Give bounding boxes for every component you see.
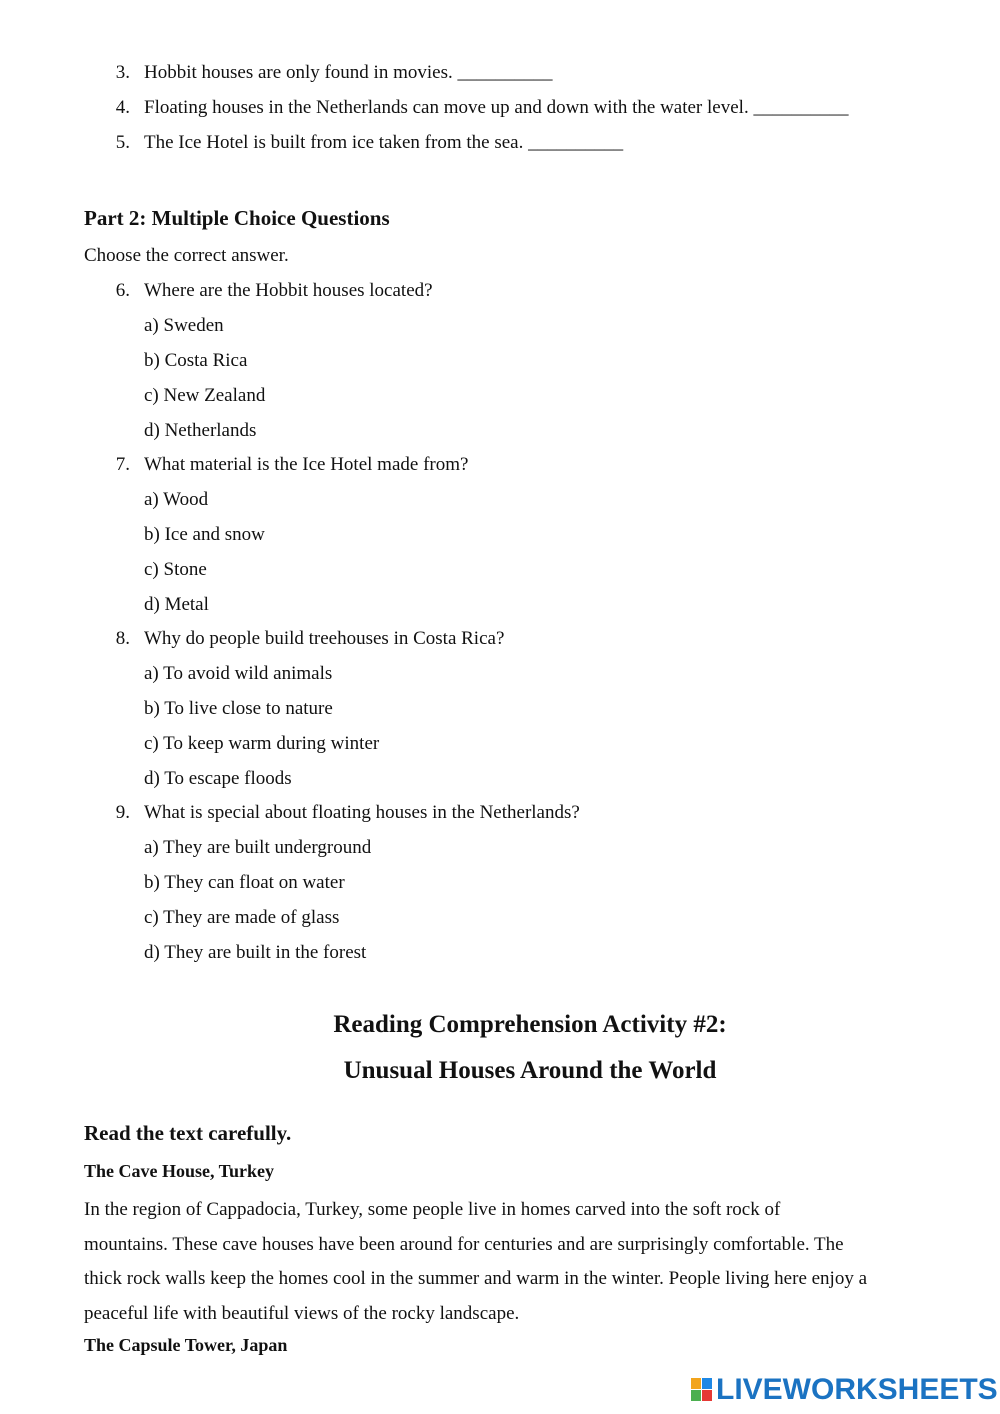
statement-text: Hobbit houses are only found in movies. __________	[144, 62, 553, 83]
logo-icon	[691, 1378, 713, 1402]
read-instruction: Read the text carefully.	[84, 1121, 292, 1145]
answer-option[interactable]: b) Ice and snow	[144, 524, 265, 545]
answer-option[interactable]: b) They can float on water	[144, 872, 345, 893]
answer-option[interactable]: a) They are built underground	[144, 837, 372, 858]
answer-option[interactable]: c) New Zealand	[144, 385, 266, 406]
answer-option[interactable]: c) To keep warm during winter	[144, 733, 380, 754]
section-heading: The Capsule Tower, Japan	[84, 1335, 288, 1355]
paragraph-line: thick rock walls keep the homes cool in the summer and warm in the winter. People living here enjoy a	[84, 1268, 868, 1290]
answer-option[interactable]: d) Metal	[144, 594, 209, 615]
question-number: 9.	[115, 802, 130, 823]
section-heading: The Cave House, Turkey	[84, 1161, 275, 1181]
question-number: 6.	[115, 280, 130, 301]
paragraph-line: In the region of Cappadocia, Turkey, some people live in homes carved into the soft rock of	[84, 1199, 781, 1220]
answer-option[interactable]: a) Wood	[144, 489, 209, 510]
liveworksheets-logo	[691, 1372, 998, 1408]
answer-option[interactable]: b) To live close to nature	[144, 698, 333, 719]
answer-option[interactable]: a) Sweden	[144, 315, 224, 336]
part2-heading: Part 2: Multiple Choice Questions	[84, 206, 390, 230]
section-paragraph	[84, 1193, 934, 1332]
question-number: 7.	[115, 454, 130, 475]
question-text: What material is the Ice Hotel made from?	[144, 454, 469, 475]
statement-text: The Ice Hotel is built from ice taken from the sea. __________	[144, 132, 624, 153]
part2-instruction: Choose the correct answer.	[84, 245, 289, 266]
logo-text: LIVEWORKSHEETS	[716, 1373, 998, 1406]
paragraph-line: peaceful life with beautiful views of the rocky landscape.	[84, 1303, 520, 1325]
item-number: 4.	[115, 97, 130, 118]
question-text: What is special about floating houses in the Netherlands?	[144, 802, 580, 823]
answer-option[interactable]: c) Stone	[144, 559, 207, 580]
activity-title: Reading Comprehension Activity #2:	[333, 1011, 727, 1038]
answer-option[interactable]: d) To escape floods	[144, 768, 292, 789]
question-text: Where are the Hobbit houses located?	[144, 280, 433, 301]
answer-option[interactable]: d) They are built in the forest	[144, 942, 367, 963]
question-number: 8.	[115, 628, 130, 649]
answer-option[interactable]: c) They are made of glass	[144, 907, 340, 928]
paragraph-line: mountains. These cave houses have been around for centuries and are surprisingly comfortable. The	[84, 1233, 844, 1255]
answer-option[interactable]: a) To avoid wild animals	[144, 663, 333, 684]
item-number: 3.	[115, 62, 130, 83]
answer-option[interactable]: d) Netherlands	[144, 420, 257, 441]
question-text: Why do people build treehouses in Costa Rica?	[144, 628, 505, 649]
item-number: 5.	[115, 132, 130, 153]
statement-text: Floating houses in the Netherlands can move up and down with the water level. __________	[144, 97, 849, 118]
answer-option[interactable]: b) Costa Rica	[144, 350, 248, 371]
activity-subtitle: Unusual Houses Around the World	[343, 1057, 717, 1084]
